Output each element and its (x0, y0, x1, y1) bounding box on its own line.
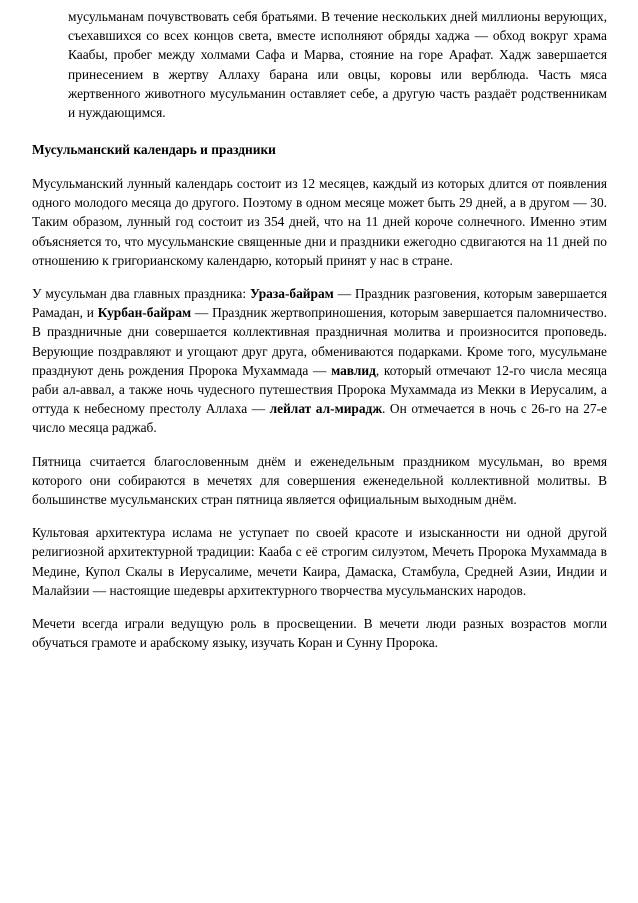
intro-paragraph: мусульманам почувствовать себя братьями. В течение нескольких дней миллионы верующих, съехавшихся со всех концов света, вместе исполняют обряды хаджа — обход вокруг храма Каабы, пробег между холмами Сафа и Марва, стояние на горе Арафат. Хадж завершается принесением в жертву Аллаху барана или овцы, коровы или верблюда. Часть мяса жертвенного животного мусульманин оставляет себе, а другую часть раздаёт родственникам и нуждающимся. (68, 9, 607, 121)
body-text (32, 174, 607, 666)
holidays-text-5: . Он отмечается в ночь с 26-го на 27-е число месяца раджаб. (32, 401, 607, 436)
holiday-kurban-bayram: Курбан-байрам (97, 305, 192, 321)
holiday-leylat-al-miradzh: лейлат ал-мирадж (269, 401, 383, 417)
holidays-paragraph (32, 284, 607, 438)
section-heading: Мусульманский календарь и праздники (32, 142, 276, 157)
architecture-paragraph: Культовая архитектура ислама не уступает по своей красоте и изысканности ни одной другой религиозной архитектурной традиции: Кааба с её строгим силуэтом, Мечеть Пророка Мухаммада в Медине, Купол Скалы в Иерусалиме, мечети Каира, Дамаска, Стамбула, Средней Азии, Индии и Малайзии — настоящие шедевры архитектурного творчества мусульманских народов. (32, 525, 607, 598)
holidays-text-1: У мусульман два главных праздника: (32, 286, 250, 302)
calendar-paragraph: Мусульманский лунный календарь состоит из 12 месяцев, каждый из которых длится от появления одного молодого месяца до другого. Поэтому в одном месяце может быть 29 дней, а в другом — 30. Таким образом, лунный год состоит из 354 дней, что на 11 дней короче солнечного. Именно этим объясняется то, что мусульманские священные дни и праздники ежегодно сдвигаются на 11 дней по отношению к григорианскому календарю, который принят у нас в стране. (32, 176, 607, 268)
holiday-uraza-bayram: Ураза-байрам (250, 286, 334, 302)
holidays-text-2: — Праздник разговения, которым завершается Рамадан, и (32, 286, 607, 321)
holiday-mavlid: мавлид (331, 362, 376, 378)
holidays-text-4: , который отмечают 12-го числа месяца раби ал-аввал, а также ночь чудесного путешествия Пророка Мухаммада из Мекки в Иерусалим, а оттуда к небесному престолу Аллаха — (32, 362, 607, 417)
friday-paragraph: Пятница считается благословенным днём и еженедельным праздником мусульман, во время которого они собираются в мечетях для совершения еженедельной коллективной молитвы. В большинстве мусульманских стран пятница является официальным выходным днём. (32, 453, 607, 508)
holidays-text-3: — Праздник жертвоприношения, которым завершается паломничество. В праздничные дни совершается коллективная праздничная молитва и произносится проповедь. Верующие поздравляют и угощают друг друга, обмениваются подарками. Кроме того, мусульмане празднуют день рождения Пророка Мухаммада — (32, 305, 607, 378)
education-paragraph: Мечети всегда играли ведущую роль в просвещении. В мечети люди разных возрастов могли обучаться грамоте и арабскому языку, изучать Коран и Сунну Пророка. (32, 616, 607, 651)
